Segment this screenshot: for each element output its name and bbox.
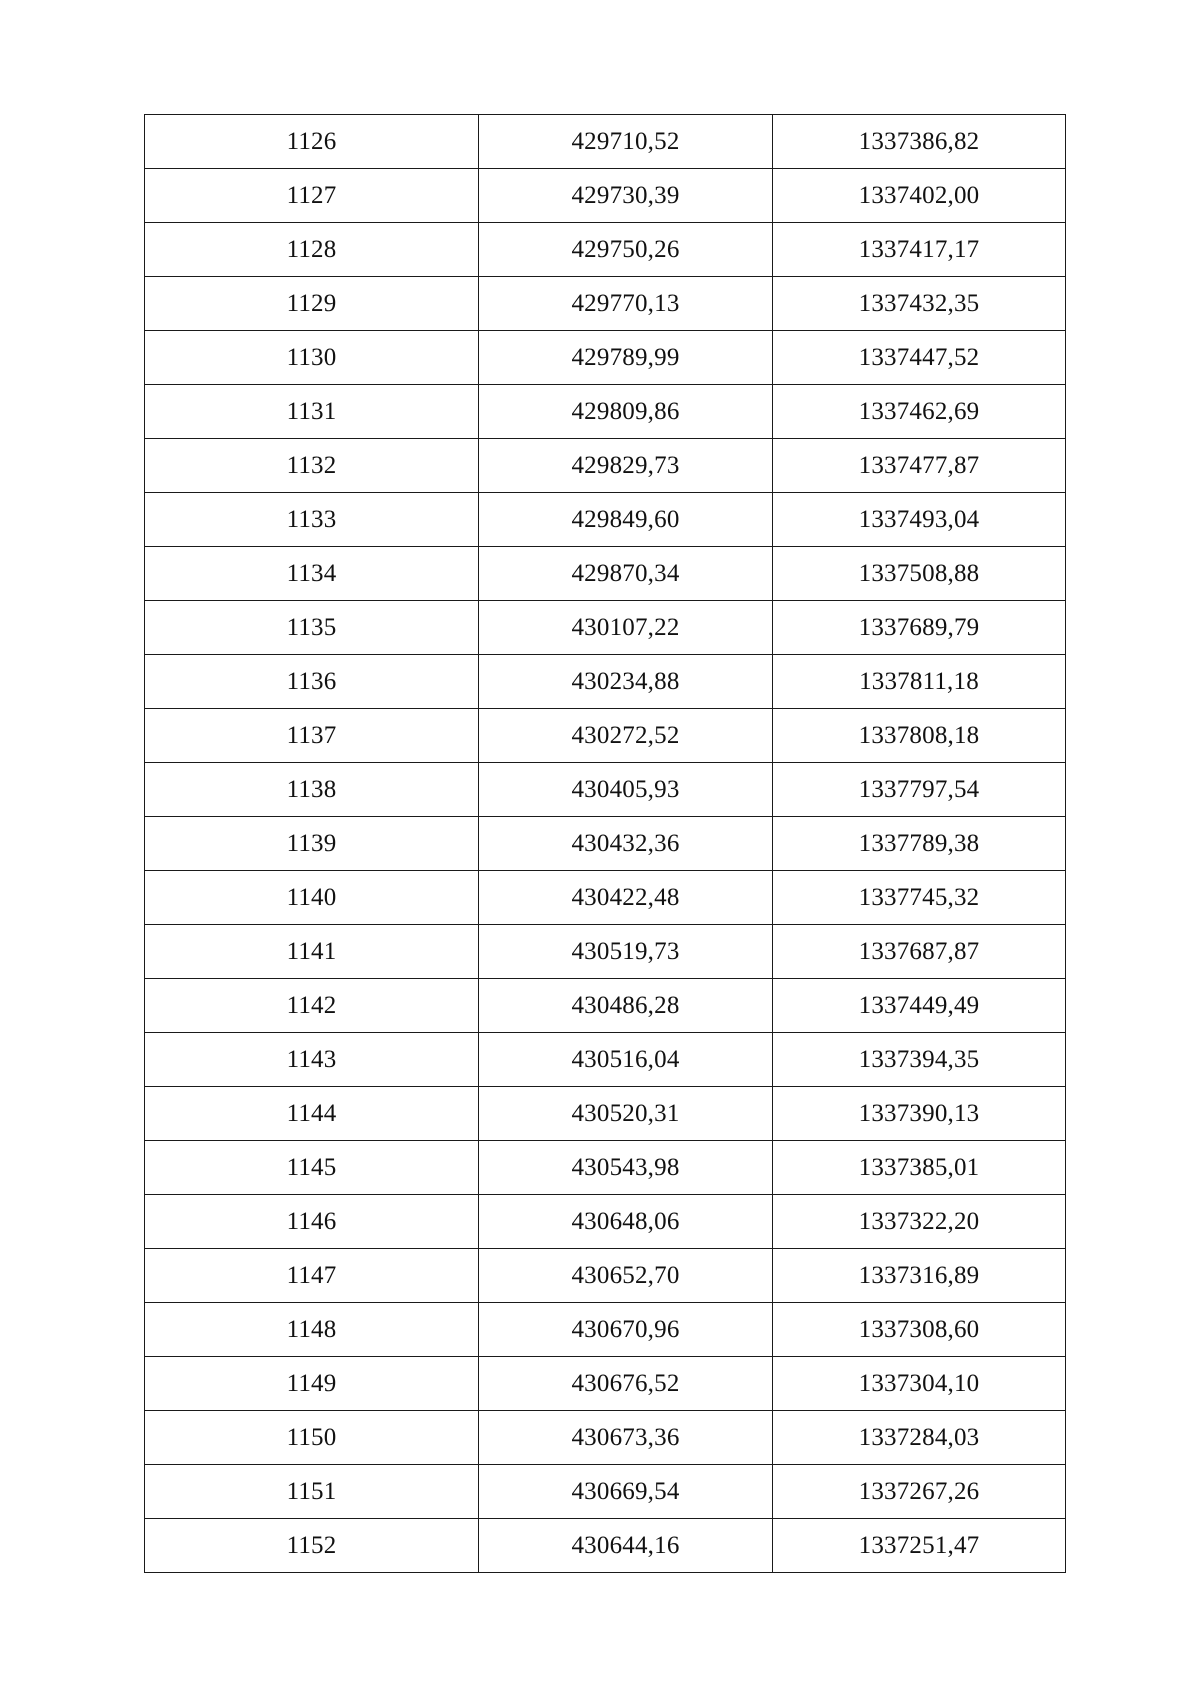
table-row (145, 439, 1066, 493)
point-number-cell: 1138 (145, 763, 479, 817)
y-coordinate-cell: 1337745,32 (773, 871, 1066, 925)
x-coordinate-cell: 429750,26 (479, 223, 773, 277)
point-number-cell: 1130 (145, 331, 479, 385)
y-coordinate-cell: 1337462,69 (773, 385, 1066, 439)
table-row (145, 1087, 1066, 1141)
table-row (145, 277, 1066, 331)
point-number-cell: 1149 (145, 1357, 479, 1411)
x-coordinate-cell: 430520,31 (479, 1087, 773, 1141)
point-number-cell: 1150 (145, 1411, 479, 1465)
x-coordinate-cell: 429870,34 (479, 547, 773, 601)
coordinates-table (144, 114, 1066, 1573)
x-coordinate-cell: 429730,39 (479, 169, 773, 223)
point-number-cell: 1139 (145, 817, 479, 871)
x-coordinate-cell: 430543,98 (479, 1141, 773, 1195)
y-coordinate-cell: 1337689,79 (773, 601, 1066, 655)
table-row (145, 709, 1066, 763)
x-coordinate-cell: 430669,54 (479, 1465, 773, 1519)
table-row (145, 547, 1066, 601)
table-row (145, 1303, 1066, 1357)
table-row (145, 223, 1066, 277)
x-coordinate-cell: 430670,96 (479, 1303, 773, 1357)
table-row (145, 1465, 1066, 1519)
point-number-cell: 1141 (145, 925, 479, 979)
point-number-cell: 1136 (145, 655, 479, 709)
table-row (145, 1357, 1066, 1411)
y-coordinate-cell: 1337316,89 (773, 1249, 1066, 1303)
x-coordinate-cell: 429829,73 (479, 439, 773, 493)
point-number-cell: 1147 (145, 1249, 479, 1303)
y-coordinate-cell: 1337417,17 (773, 223, 1066, 277)
point-number-cell: 1133 (145, 493, 479, 547)
x-coordinate-cell: 430405,93 (479, 763, 773, 817)
point-number-cell: 1127 (145, 169, 479, 223)
point-number-cell: 1129 (145, 277, 479, 331)
table-row (145, 115, 1066, 169)
y-coordinate-cell: 1337493,04 (773, 493, 1066, 547)
y-coordinate-cell: 1337284,03 (773, 1411, 1066, 1465)
x-coordinate-cell: 430432,36 (479, 817, 773, 871)
y-coordinate-cell: 1337508,88 (773, 547, 1066, 601)
coordinates-table-body (145, 115, 1066, 1573)
y-coordinate-cell: 1337432,35 (773, 277, 1066, 331)
x-coordinate-cell: 430644,16 (479, 1519, 773, 1573)
x-coordinate-cell: 430652,70 (479, 1249, 773, 1303)
x-coordinate-cell: 430272,52 (479, 709, 773, 763)
y-coordinate-cell: 1337386,82 (773, 115, 1066, 169)
x-coordinate-cell: 430676,52 (479, 1357, 773, 1411)
table-row (145, 1033, 1066, 1087)
y-coordinate-cell: 1337308,60 (773, 1303, 1066, 1357)
y-coordinate-cell: 1337477,87 (773, 439, 1066, 493)
table-row (145, 493, 1066, 547)
table-row (145, 331, 1066, 385)
x-coordinate-cell: 430422,48 (479, 871, 773, 925)
point-number-cell: 1146 (145, 1195, 479, 1249)
point-number-cell: 1152 (145, 1519, 479, 1573)
y-coordinate-cell: 1337304,10 (773, 1357, 1066, 1411)
table-row (145, 655, 1066, 709)
x-coordinate-cell: 430234,88 (479, 655, 773, 709)
table-row (145, 763, 1066, 817)
y-coordinate-cell: 1337797,54 (773, 763, 1066, 817)
y-coordinate-cell: 1337267,26 (773, 1465, 1066, 1519)
x-coordinate-cell: 430486,28 (479, 979, 773, 1033)
table-row (145, 601, 1066, 655)
table-row (145, 1411, 1066, 1465)
x-coordinate-cell: 429770,13 (479, 277, 773, 331)
y-coordinate-cell: 1337251,47 (773, 1519, 1066, 1573)
point-number-cell: 1145 (145, 1141, 479, 1195)
point-number-cell: 1148 (145, 1303, 479, 1357)
x-coordinate-cell: 429809,86 (479, 385, 773, 439)
point-number-cell: 1142 (145, 979, 479, 1033)
table-row (145, 385, 1066, 439)
table-row (145, 1141, 1066, 1195)
y-coordinate-cell: 1337390,13 (773, 1087, 1066, 1141)
table-row (145, 169, 1066, 223)
point-number-cell: 1135 (145, 601, 479, 655)
table-row (145, 871, 1066, 925)
x-coordinate-cell: 429710,52 (479, 115, 773, 169)
point-number-cell: 1134 (145, 547, 479, 601)
point-number-cell: 1151 (145, 1465, 479, 1519)
x-coordinate-cell: 429789,99 (479, 331, 773, 385)
y-coordinate-cell: 1337322,20 (773, 1195, 1066, 1249)
y-coordinate-cell: 1337687,87 (773, 925, 1066, 979)
point-number-cell: 1144 (145, 1087, 479, 1141)
table-row (145, 1519, 1066, 1573)
point-number-cell: 1140 (145, 871, 479, 925)
point-number-cell: 1143 (145, 1033, 479, 1087)
point-number-cell: 1131 (145, 385, 479, 439)
y-coordinate-cell: 1337449,49 (773, 979, 1066, 1033)
x-coordinate-cell: 430648,06 (479, 1195, 773, 1249)
y-coordinate-cell: 1337385,01 (773, 1141, 1066, 1195)
x-coordinate-cell: 430519,73 (479, 925, 773, 979)
y-coordinate-cell: 1337394,35 (773, 1033, 1066, 1087)
x-coordinate-cell: 430673,36 (479, 1411, 773, 1465)
point-number-cell: 1132 (145, 439, 479, 493)
y-coordinate-cell: 1337447,52 (773, 331, 1066, 385)
y-coordinate-cell: 1337789,38 (773, 817, 1066, 871)
table-row (145, 1249, 1066, 1303)
x-coordinate-cell: 430107,22 (479, 601, 773, 655)
document-page (144, 114, 1065, 1573)
table-row (145, 1195, 1066, 1249)
y-coordinate-cell: 1337402,00 (773, 169, 1066, 223)
y-coordinate-cell: 1337808,18 (773, 709, 1066, 763)
y-coordinate-cell: 1337811,18 (773, 655, 1066, 709)
point-number-cell: 1137 (145, 709, 479, 763)
table-row (145, 817, 1066, 871)
table-row (145, 979, 1066, 1033)
x-coordinate-cell: 429849,60 (479, 493, 773, 547)
point-number-cell: 1128 (145, 223, 479, 277)
x-coordinate-cell: 430516,04 (479, 1033, 773, 1087)
point-number-cell: 1126 (145, 115, 479, 169)
table-row (145, 925, 1066, 979)
